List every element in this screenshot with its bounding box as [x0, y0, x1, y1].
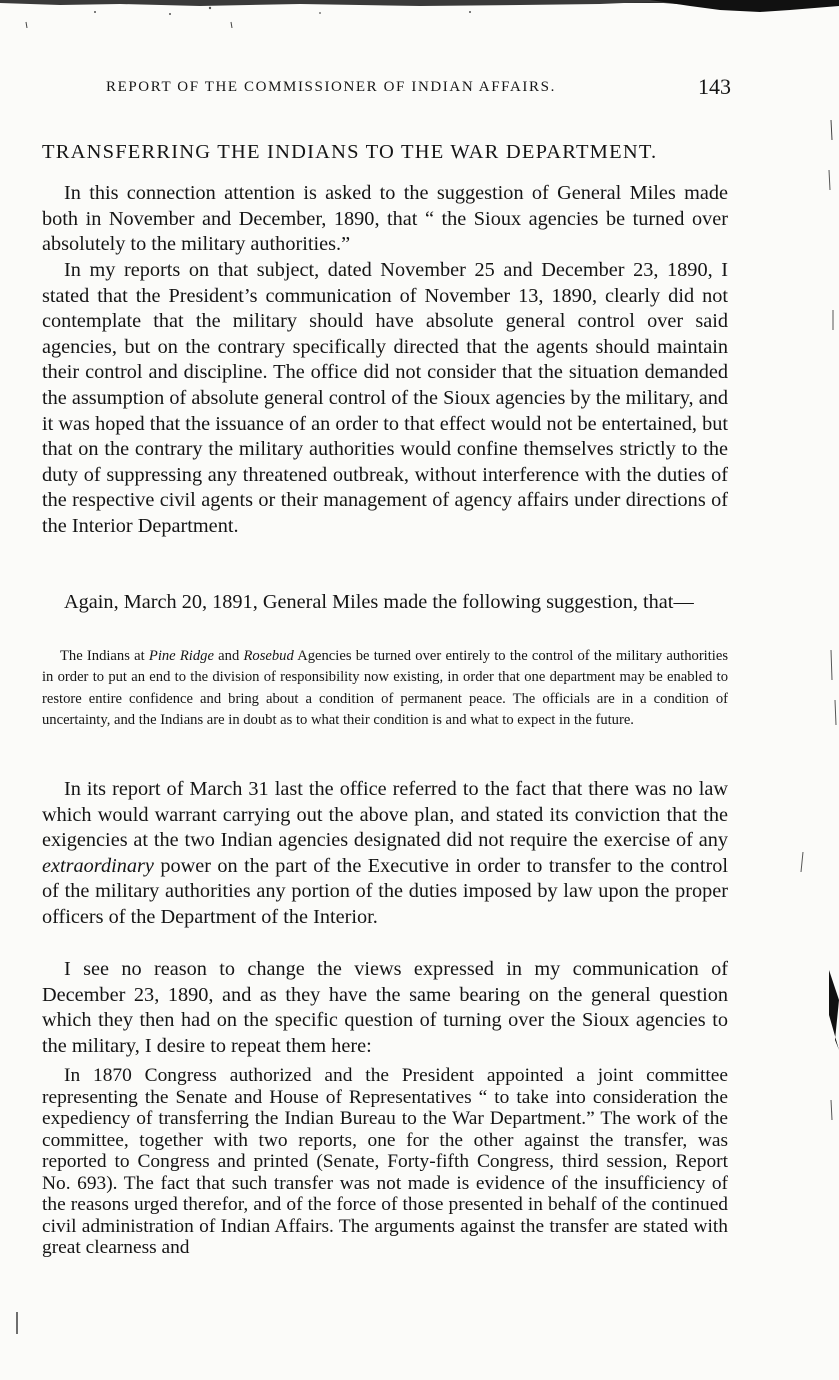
section-heading: TRANSFERRING THE INDIANS TO THE WAR DEPARTMENT.: [42, 141, 658, 163]
quote-and: and: [213, 648, 244, 664]
paragraph-text: In 1870 Congress authorized and the President appointed a joint committee representing the Senate and House of Representatives “ to take into consideration the expediency of transferring the Indian Bureau to the War Department.” The work of the committee, together with two reports, one for the other against the transfer, was reported to Congress and printed (Senate, Forty-fifth Congress, third session, Report No. 693). The fact that such transfer was not made is evidence of the insufficiency of the reasons urged therefor, and of the force of those presented in behalf of the continued civil administration of Indian Affairs. The arguments against the transfer are stated with great clearness and: [42, 1065, 728, 1258]
scan-edge-top: [0, 0, 839, 28]
scan-edge-right: [809, 40, 839, 1380]
quote-place-pine-ridge: Pine Ridge: [148, 648, 214, 664]
paragraph-text: I see no reason to change the views expressed in my communication of December 23, 1890, and as they have the same bearing on the general question which they then had on the specific question of turning over the Sioux agencies to the military, I desire to repeat them here:: [42, 958, 728, 1057]
paragraph-text: Again, March 20, 1891, General Miles made the following suggestion, that—: [64, 591, 694, 613]
page-number: 143: [698, 74, 731, 99]
paragraph-rest: power on the part of the Executive in order to transfer to the control of the military authorities any portion of the duties imposed by law upon the proper officers of the Department of the Interior.: [42, 854, 728, 928]
block-quote: [42, 646, 728, 731]
paragraph-congress-1870: [42, 1065, 728, 1259]
paragraph-lead: In its report of March 31 last the office referred to the fact that there was no law which would warrant carrying out the above plan, and stated its conviction that the exigencies at the two Indian agencies designated did not require the exercise of any: [42, 778, 728, 852]
paragraph-march-suggestion: [42, 590, 728, 616]
paragraph-text: [42, 777, 728, 931]
paragraph-office-report: [42, 777, 728, 931]
paragraph-text: In this connection attention is asked to the suggestion of General Miles made both in November and December, 1890, that “ the Sioux agencies be turned over absolutely to the military authorities.”: [42, 182, 728, 256]
quote-place-rosebud: Rosebud: [243, 648, 294, 664]
quote-text: [42, 646, 728, 731]
paragraph-text: In my reports on that subject, dated November 25 and December 23, 1890, I stated that the President’s communication of November 13, 1890, clearly did not contemplate that the military should have absolute general control over said agencies, but on the contrary specifically directed that the agents should maintain their control and discipline. The office did not consider that the situation demanded the assumption of absolute general control of the Sioux agencies by the military, and it was hoped that the issuance of an order to that effect would not be entertained, but that on the contrary the military authorities would confine themselves strictly to the duty of suppressing any threatened outbreak, without interference with the duties of the respective civil agents or their management of agency affairs under directions of the Interior Department.: [42, 259, 728, 537]
paragraph-emphasis: extraordinary: [42, 854, 154, 877]
running-title: REPORT OF THE COMMISSIONER OF INDIAN AFFAIRS.: [106, 79, 556, 95]
quote-rest: Agencies be turned over entirely to the control of the military authorities in order to put an end to the division of responsibility now existing, in order that one department may be enabled to restore entire confidence and bring about a condition of permanent peace. The officials are in a condition of uncertainty, and the Indians are in doubt as to what their condition is and what to expect in the future.: [42, 648, 728, 728]
paragraph-views: [42, 957, 728, 1059]
scan-speck-right: [798, 852, 806, 874]
scan-speck-left: [14, 1312, 20, 1336]
paragraph-reports: [42, 258, 728, 540]
quote-lead: The Indians at: [60, 648, 149, 664]
running-header: [106, 76, 731, 100]
paragraph-miles-suggestion: [42, 181, 728, 258]
